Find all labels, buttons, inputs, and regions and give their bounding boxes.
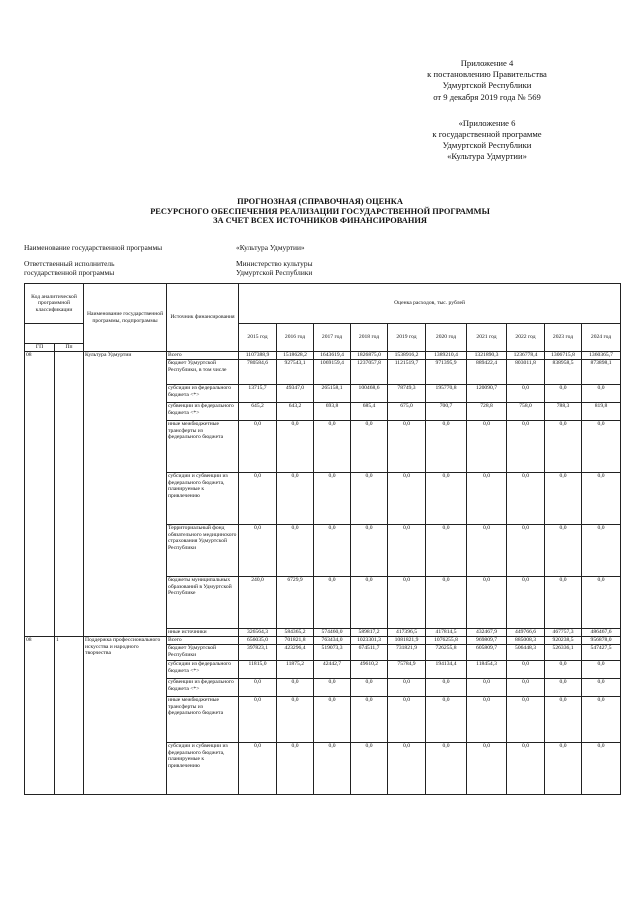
year-header: 2018 год [351, 324, 388, 352]
value-cell: 701821,8 [277, 637, 314, 645]
annex-line: «Культура Удмуртии» [447, 151, 527, 162]
resource-table [24, 283, 621, 795]
value-cell: 417814,5 [426, 629, 467, 637]
value-cell: 731821,9 [388, 645, 426, 661]
value-cell: 0,0 [388, 743, 426, 795]
value-cell: 326564,3 [239, 629, 277, 637]
value-cell: 0,0 [239, 473, 277, 525]
value-cell: 0,0 [388, 473, 426, 525]
value-cell: 0,0 [426, 679, 467, 697]
value-cell: 100468,6 [351, 385, 388, 403]
value-cell: 0,0 [507, 697, 545, 743]
year-header: 2024 год [582, 324, 621, 352]
source-cell: бюджеты муниципальных образований в Удмуртской Республике [167, 577, 239, 629]
value-cell: 0,0 [582, 421, 621, 473]
value-cell: 417396,5 [388, 629, 426, 637]
value-cell: 584365,2 [277, 629, 314, 637]
value-cell: 0,0 [426, 577, 467, 629]
value-cell: 0,0 [467, 679, 507, 697]
value-cell: 0,0 [277, 679, 314, 697]
value-cell: 75784,9 [388, 661, 426, 679]
value-cell: 0,0 [426, 473, 467, 525]
value-cell: 0,0 [314, 679, 351, 697]
value-cell: 656035,0 [239, 637, 277, 645]
value-cell: 0,0 [467, 697, 507, 743]
value-cell: 0,0 [351, 525, 388, 577]
value-cell: 0,0 [582, 577, 621, 629]
source-cell: иные межбюджетные трансферты из федерального бюджета [167, 697, 239, 743]
value-cell: 885008,3 [507, 637, 545, 645]
table-row [25, 352, 621, 360]
value-cell: 0,0 [314, 473, 351, 525]
value-cell: 265158,1 [314, 385, 351, 403]
value-cell: 927543,1 [277, 360, 314, 385]
value-cell: 643,2 [277, 403, 314, 421]
value-cell: 0,0 [351, 421, 388, 473]
value-cell: 693,8 [314, 403, 351, 421]
value-cell: 118454,3 [467, 661, 507, 679]
value-cell: 519073,3 [314, 645, 351, 661]
value-cell: 0,0 [351, 679, 388, 697]
header-pp: Пп [55, 344, 84, 352]
code-gp-cell: 08 [25, 637, 55, 795]
value-cell: 0,0 [314, 525, 351, 577]
value-cell: 0,0 [277, 421, 314, 473]
source-cell: иные межбюджетные трансферты из федерального бюджета [167, 421, 239, 473]
header-code: Код аналитической программной классификации [25, 284, 84, 324]
value-cell: 1518628,2 [277, 352, 314, 360]
code-gp-cell: 08 [25, 352, 55, 637]
year-header: 2023 год [545, 324, 582, 352]
value-cell: 763434,0 [314, 637, 351, 645]
annex-line: Удмуртской Республики [442, 80, 532, 91]
header-estimate: Оценка расходов, тыс. рублей [239, 284, 621, 324]
value-cell: 1107388,9 [239, 352, 277, 360]
source-cell: Территориальный фонд обязательного медицинского страхования Удмуртской Республики [167, 525, 239, 577]
value-cell: 0,0 [426, 743, 467, 795]
value-cell: 1643619,4 [314, 352, 351, 360]
value-cell: 423296,4 [277, 645, 314, 661]
value-cell: 674511,7 [351, 645, 388, 661]
executor-value-line: Министерство культуры [236, 259, 313, 268]
source-cell: субсидии из федерального бюджета <*> [167, 661, 239, 679]
source-cell: субсидии и субвенции из федерального бюджета, планируемые к привлечению [167, 743, 239, 795]
value-cell: 645,2 [239, 403, 277, 421]
value-cell: 0,0 [426, 697, 467, 743]
value-cell: 0,0 [545, 743, 582, 795]
executor-value [236, 259, 313, 277]
year-header: 2021 год [467, 324, 507, 352]
value-cell: 0,0 [545, 421, 582, 473]
executor-label [24, 259, 115, 277]
source-cell: Всего [167, 637, 239, 645]
value-cell: 819,8 [582, 403, 621, 421]
header-gp: ГП [25, 344, 55, 352]
value-cell: 780584,6 [239, 360, 277, 385]
value-cell: 194134,4 [426, 661, 467, 679]
value-cell: 0,0 [507, 679, 545, 697]
value-cell: 0,0 [351, 577, 388, 629]
executor-label-line: государственной программы [24, 268, 115, 277]
code-pp-cell [55, 352, 84, 637]
value-cell: 873898,1 [582, 360, 621, 385]
year-header: 2017 год [314, 324, 351, 352]
value-cell: 13715,7 [239, 385, 277, 403]
value-cell: 0,0 [582, 385, 621, 403]
year-header: 2020 год [426, 324, 467, 352]
value-cell: 0,0 [388, 679, 426, 697]
program-label: Наименование государственной программы [24, 243, 163, 252]
value-cell: 0,0 [507, 421, 545, 473]
value-cell: 49610,2 [351, 661, 388, 679]
value-cell: 1023301,3 [351, 637, 388, 645]
executor-value-line: Удмуртской Республики [236, 268, 313, 277]
header-name: Наименование государственной программы, подпрограммы [84, 284, 167, 352]
value-cell: 0,0 [426, 525, 467, 577]
value-cell: 726255,8 [426, 645, 467, 661]
value-cell: 0,0 [582, 743, 621, 795]
value-cell: 0,0 [314, 421, 351, 473]
value-cell: 0,0 [467, 577, 507, 629]
value-cell: 0,0 [388, 697, 426, 743]
source-cell: Всего [167, 352, 239, 360]
value-cell: 486467,6 [582, 629, 621, 637]
document-title [0, 197, 640, 226]
value-cell: 574460,0 [314, 629, 351, 637]
value-cell: 0,0 [351, 473, 388, 525]
title-line: РЕСУРСНОГО ОБЕСПЕЧЕНИЯ РЕАЛИЗАЦИИ ГОСУДАРСТВЕННОЙ ПРОГРАММЫ [150, 206, 490, 216]
source-cell: субсидии и субвенции из федерального бюджета, планируемые к привлечению [167, 473, 239, 525]
source-cell: субвенции из федерального бюджета <*> [167, 403, 239, 421]
value-cell: 0,0 [507, 473, 545, 525]
value-cell: 0,0 [388, 577, 426, 629]
value-cell: 120090,7 [467, 385, 507, 403]
value-cell: 0,0 [277, 697, 314, 743]
value-cell: 0,0 [388, 421, 426, 473]
value-cell: 1121519,7 [388, 360, 426, 385]
value-cell: 1360365,7 [582, 352, 621, 360]
table-row [25, 637, 621, 645]
year-header: 2016 год [277, 324, 314, 352]
value-cell: 0,0 [545, 577, 582, 629]
value-cell: 728,8 [467, 403, 507, 421]
value-cell: 0,0 [239, 525, 277, 577]
value-cell: 920238,5 [545, 637, 582, 645]
year-header: 2019 год [388, 324, 426, 352]
source-cell: иные источники [167, 629, 239, 637]
value-cell: 0,0 [467, 473, 507, 525]
header-source: Источник финансирования [167, 284, 239, 352]
value-cell: 0,0 [351, 743, 388, 795]
value-cell: 956878,0 [582, 637, 621, 645]
annex-line: к государственной программе [432, 129, 542, 140]
value-cell: 1538916,2 [388, 352, 426, 360]
value-cell: 195770,8 [426, 385, 467, 403]
value-cell: 0,0 [314, 697, 351, 743]
value-cell: 506448,3 [507, 645, 545, 661]
value-cell: 0,0 [277, 525, 314, 577]
value-cell: 49347,0 [277, 385, 314, 403]
value-cell: 605809,7 [467, 645, 507, 661]
value-cell: 547427,5 [582, 645, 621, 661]
value-cell: 1081821,9 [388, 637, 426, 645]
source-cell: субвенции из федерального бюджета <*> [167, 679, 239, 697]
value-cell: 0,0 [239, 743, 277, 795]
value-cell: 526336,1 [545, 645, 582, 661]
annex-block [372, 58, 602, 163]
value-cell: 0,0 [467, 525, 507, 577]
value-cell: 0,0 [545, 661, 582, 679]
value-cell: 0,0 [582, 525, 621, 577]
value-cell: 11815,0 [239, 661, 277, 679]
value-cell: 1237057,8 [351, 360, 388, 385]
value-cell: 1069159,4 [314, 360, 351, 385]
value-cell: 449766,6 [507, 629, 545, 637]
value-cell: 0,0 [545, 473, 582, 525]
value-cell: 6729,9 [277, 577, 314, 629]
value-cell: 758,0 [507, 403, 545, 421]
value-cell: 1826875,0 [351, 352, 388, 360]
annex-line: к постановлению Правительства [427, 69, 547, 80]
code-pp-cell: 1 [55, 637, 84, 795]
value-cell: 589817,2 [351, 629, 388, 637]
value-cell: 0,0 [239, 697, 277, 743]
value-cell: 969809,7 [467, 637, 507, 645]
value-cell: 0,0 [314, 577, 351, 629]
value-cell: 0,0 [582, 697, 621, 743]
value-cell: 11875,2 [277, 661, 314, 679]
value-cell: 0,0 [467, 743, 507, 795]
value-cell: 971395,9 [426, 360, 467, 385]
program-name-cell: Культура Удмуртии [84, 352, 167, 637]
title-line: ПРОГНОЗНАЯ (СПРАВОЧНАЯ) ОЦЕНКА [237, 197, 403, 206]
value-cell: 788,3 [545, 403, 582, 421]
value-cell: 0,0 [351, 697, 388, 743]
value-cell: 1306715,8 [545, 352, 582, 360]
annex-line: от 9 декабря 2019 года № 569 [433, 91, 541, 102]
value-cell: 0,0 [545, 525, 582, 577]
value-cell: 1236778,4 [507, 352, 545, 360]
value-cell: 0,0 [507, 577, 545, 629]
year-header: 2015 год [239, 324, 277, 352]
header-code-spacer [25, 324, 84, 344]
value-cell: 685,4 [351, 403, 388, 421]
value-cell: 803011,8 [507, 360, 545, 385]
year-header: 2022 год [507, 324, 545, 352]
value-cell: 0,0 [545, 679, 582, 697]
value-cell: 0,0 [582, 473, 621, 525]
value-cell: 0,0 [507, 385, 545, 403]
value-cell: 0,0 [239, 679, 277, 697]
value-cell: 0,0 [239, 421, 277, 473]
annex-line: «Приложение 6 [458, 117, 516, 128]
value-cell: 0,0 [314, 743, 351, 795]
value-cell: 0,0 [507, 525, 545, 577]
value-cell: 0,0 [582, 661, 621, 679]
executor-label-line: Ответственный исполнитель [24, 259, 115, 268]
title-line: ЗА СЧЕТ ВСЕХ ИСТОЧНИКОВ ФИНАНСИРОВАНИЯ [213, 216, 427, 226]
value-cell: 0,0 [545, 697, 582, 743]
value-cell: 1321890,3 [467, 352, 507, 360]
value-cell: 397823,1 [239, 645, 277, 661]
source-cell: бюджет Удмуртской Республики, в том числе [167, 360, 239, 385]
value-cell: 1076255,8 [426, 637, 467, 645]
value-cell: 675,0 [388, 403, 426, 421]
value-cell: 838958,5 [545, 360, 582, 385]
value-cell: 700,7 [426, 403, 467, 421]
annex-line: Удмуртской Республики [442, 140, 532, 151]
source-cell: бюджет Удмуртской Республики [167, 645, 239, 661]
value-cell: 0,0 [388, 525, 426, 577]
annex-line: Приложение 4 [460, 58, 514, 68]
value-cell: 0,0 [467, 421, 507, 473]
source-cell: субсидии из федерального бюджета <*> [167, 385, 239, 403]
value-cell: 0,0 [277, 473, 314, 525]
value-cell: 0,0 [582, 679, 621, 697]
value-cell: 0,0 [507, 661, 545, 679]
value-cell: 889422,4 [467, 360, 507, 385]
value-cell: 240,0 [239, 577, 277, 629]
value-cell: 0,0 [426, 421, 467, 473]
value-cell: 78749,3 [388, 385, 426, 403]
program-name-cell: Поддержка профессионального искусства и народного творчества [84, 637, 167, 795]
value-cell: 42442,7 [314, 661, 351, 679]
value-cell: 0,0 [507, 743, 545, 795]
value-cell: 0,0 [277, 743, 314, 795]
value-cell: 0,0 [545, 385, 582, 403]
value-cell: 1389210,4 [426, 352, 467, 360]
value-cell: 432467,9 [467, 629, 507, 637]
value-cell: 467757,3 [545, 629, 582, 637]
program-value: «Культура Удмуртии» [236, 243, 305, 252]
